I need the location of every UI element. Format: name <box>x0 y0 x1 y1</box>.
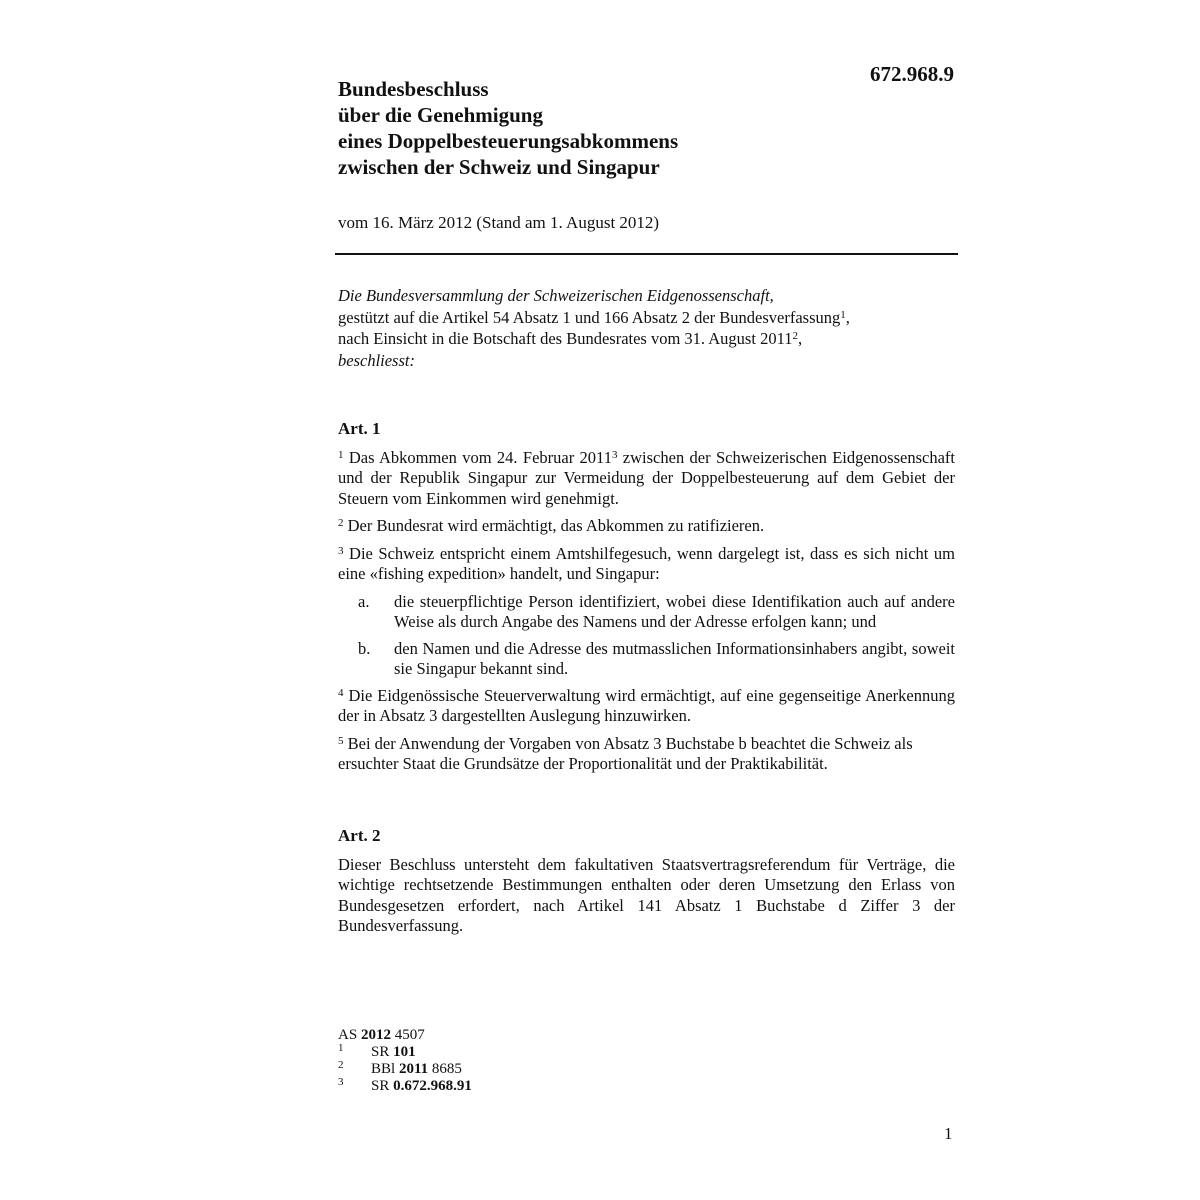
preamble-issuer: Die Bundesversammlung der Schweizerischen Eidgenossenschaft, <box>338 286 774 305</box>
punctuation: , <box>797 329 803 348</box>
paragraph-number: 4 <box>338 686 344 699</box>
footnote-suffix: 8685 <box>428 1061 462 1077</box>
footnote-ref[interactable]: 2 <box>792 330 798 342</box>
footnote-prefix: BBl <box>371 1061 399 1077</box>
paragraph-2 <box>338 516 955 537</box>
paragraph-text: Die Schweiz entspricht einem Amtshilfegesuch, wenn dargelegt ist, dass es sich nicht um eine «fishing expedition» handelt, und Singapur: <box>338 543 956 583</box>
footnote-1 <box>338 1044 472 1061</box>
footnote-ref[interactable]: 3 <box>611 448 618 461</box>
as-year: 2012 <box>360 1027 391 1043</box>
article-heading: Art. 1 <box>338 419 381 438</box>
preamble <box>338 286 955 372</box>
footnote-text <box>338 1061 462 1077</box>
paragraph-number: 2 <box>338 517 344 529</box>
date-line: vom 16. März 2012 (Stand am 1. August 2012) <box>338 213 660 232</box>
title-line: Bundesbeschluss <box>338 77 489 101</box>
preamble-message-text: nach Einsicht in die Botschaft des Bundesrates vom 31. August 2011 <box>338 329 793 348</box>
footnote-text <box>338 1078 472 1094</box>
footnote-2 <box>338 1061 472 1078</box>
footnote-number: 1 <box>338 1042 344 1054</box>
footnote-text <box>338 1044 416 1060</box>
footnote-bold: 0.672.968.91 <box>393 1078 472 1094</box>
paragraph-number: 1 <box>338 448 344 461</box>
preamble-resolves: beschliesst: <box>338 350 415 370</box>
punctuation: , <box>845 307 850 327</box>
article-1 <box>338 419 955 782</box>
footnote-number: 3 <box>338 1076 344 1088</box>
official-collection-ref <box>338 1027 472 1044</box>
paragraph-3 <box>338 544 955 585</box>
list-marker: b. <box>358 638 371 658</box>
paragraph-text: zwischen der Schweizerischen Eidgenossenschaft und der Republik Singapur zur Vermeidung der Doppelbesteuerung auf dem Gebiet der Steuern vom Einkommen wird genehmigt. <box>338 447 955 508</box>
preamble-basis-text: gestützt auf die Artikel 54 Absatz 1 und 166 Absatz 2 der Bundesverfassung <box>338 307 841 327</box>
title-line: zwischen der Schweiz und Singapur <box>338 155 660 179</box>
list-item-a <box>338 592 955 633</box>
title-line: über die Genehmigung <box>338 103 543 127</box>
footnote-bold: 101 <box>393 1044 416 1060</box>
title-line: eines Doppelbesteuerungsabkommens <box>338 129 679 153</box>
paragraph-text: Die Eidgenössische Steuerverwaltung wird ermächtigt, auf eine gegenseitige Anerkennung der in Absatz 3 dargestellten Auslegung hinzuwirken. <box>338 685 955 725</box>
page-number: 1 <box>944 1124 953 1143</box>
article-2-text: Dieser Beschluss untersteht dem fakultativen Staatsvertragsreferendum für Verträge, die wichtige rechtsetzende Bestimmungen enthalten oder deren Umsetzung den Erlass von Bundesgesetzen erfordert, nach Artikel 141 Absatz 1 Buchstabe d Ziffer 3 der Bundesverfassung. <box>338 854 955 935</box>
paragraph-4 <box>338 686 955 727</box>
list-marker: a. <box>358 591 370 611</box>
list-text: den Namen und die Adresse des mutmasslichen Informationsinhabers angibt, soweit sie Singapur bekannt sind. <box>394 638 955 678</box>
footnote-prefix: SR <box>371 1078 394 1094</box>
list-text: die steuerpflichtige Person identifiziert, wobei diese Identifikation auch auf andere Weise als durch Angabe des Namens und der Adresse erfolgen kann; und <box>394 591 955 631</box>
article-heading: Art. 2 <box>338 826 381 845</box>
footnote-prefix: SR <box>371 1044 394 1060</box>
footnote-number: 2 <box>338 1059 344 1071</box>
article-2 <box>338 826 955 944</box>
paragraph-text: Bei der Anwendung der Vorgaben von Absatz 3 Buchstabe b beachtet die Schweiz als ersuchter Staat die Grundsätze der Proportionalität und der Praktikabilität. <box>338 733 913 773</box>
paragraph-number: 3 <box>338 544 344 557</box>
footnotes <box>338 1027 472 1095</box>
as-page: 4507 <box>390 1027 425 1043</box>
footnote-ref[interactable]: 1 <box>840 308 846 321</box>
document-title <box>338 76 898 180</box>
document-number: 672.968.9 <box>870 62 954 86</box>
paragraph-5 <box>338 734 955 775</box>
footnote-3 <box>338 1078 472 1095</box>
paragraph-text: Das Abkommen vom 24. Februar 2011 <box>348 447 612 467</box>
paragraph-number: 5 <box>338 734 344 747</box>
paragraph-text: Der Bundesrat wird ermächtigt, das Abkommen zu ratifizieren. <box>347 516 765 535</box>
list-item-b <box>338 639 955 680</box>
as-prefix: AS <box>338 1027 361 1043</box>
preamble-basis <box>338 308 955 329</box>
footnote-bold: 2011 <box>398 1061 429 1077</box>
paragraph-1 <box>338 448 955 510</box>
header-rule <box>335 253 958 255</box>
preamble-message <box>338 329 955 350</box>
